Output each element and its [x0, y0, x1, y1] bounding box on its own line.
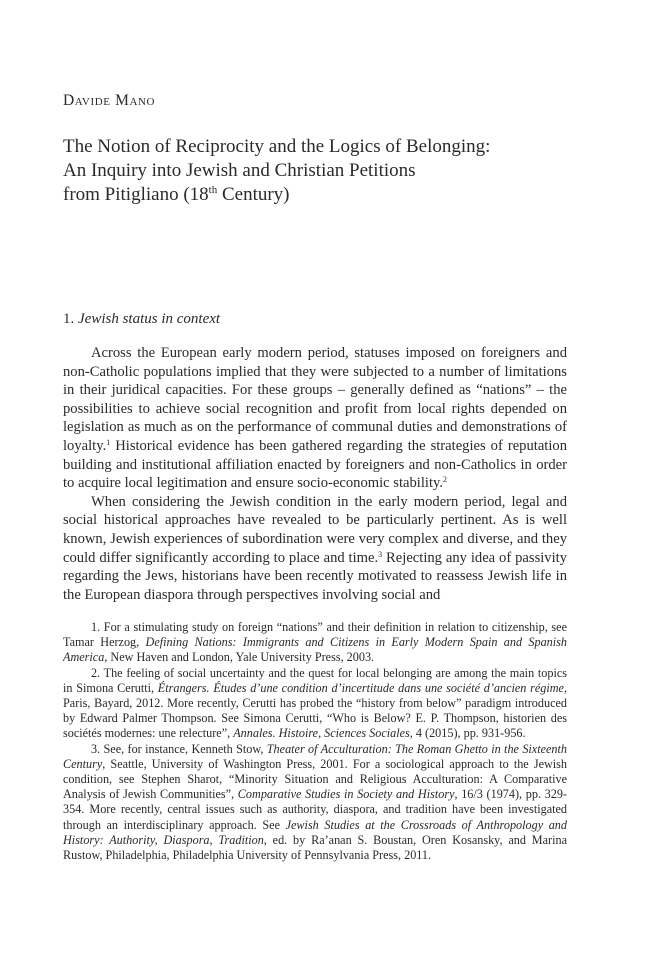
footnote [63, 620, 567, 666]
title-line-3-start: from Pitigliano (18 [63, 184, 209, 205]
section-title: Jewish status in context [78, 311, 221, 327]
italic-title: Étrangers. Études d’une condition d’incertitude dans une société d’ancien régime [157, 680, 564, 695]
text-run: , Paris, Bayard, 2012. More recently, Cerutti has probed the “history from below” paradigm introduced by Edward Palmer Thompson. See Simona Cerutti, “Who is Below? E. P. Thompson, historien des sociétés modernes: une relecture”, [63, 680, 567, 741]
article-title [63, 135, 490, 207]
italic-title: Theater of Acculturation: The Roman Ghetto in the Sixteenth Century [63, 741, 567, 771]
title-line-3-end: Century) [217, 184, 290, 205]
text-run: , ed. by Ra’anan S. Boustan, Oren Kosansky, and Marina Rustow, Philadelphia, Philadelphia University of Pennsylvania Press, 2011. [63, 832, 567, 863]
text-run: , Seattle, University of Washington Press, 2001. For a sociological approach to the Jewish condition, see Stephen Sharot, “Minority Situation and Religious Acculturation: A Comparative Analysis of Jewish Communities”, [63, 756, 567, 802]
italic-title: Comparative Studies in Society and History [237, 787, 455, 802]
italic-title: Annales. Histoire, Sciences Sociales [233, 726, 410, 741]
body-paragraph [63, 493, 567, 605]
text-run: 3. See, for instance, Kenneth Stow, [91, 741, 267, 756]
text-run: 1. For a stimulating study on foreign “nations” and their definition in relation to citizenship, see Tamar Herzog, [63, 620, 567, 650]
footnote-reference: 2 [443, 475, 447, 485]
footnote [63, 666, 567, 742]
italic-title: Defining Nations: Immigrants and Citizens in Early Modern Spain and Spanish America [63, 635, 567, 665]
text-run: 2. The feeling of social uncertainty and the quest for local belonging are among the main topics in Simona Cerutti, [63, 665, 567, 695]
author-name: Davide Mano [63, 92, 156, 109]
text-run: , 4 (2015), pp. 931-956. [409, 726, 526, 741]
body-paragraph [63, 344, 567, 493]
title-superscript: th [208, 184, 218, 196]
section-heading [63, 311, 220, 328]
article-page [63, 0, 567, 964]
text-run: Historical evidence has been gathered regarding the strategies of reputation building and institutional affiliation enacted by foreigners and non-Catholics in order to acquire local legitimation and ensure socio-economic stability. [63, 437, 567, 492]
italic-title: Jewish Studies at the Crossroads of Anthropology and History: Authority, Diaspora, Tradition [63, 817, 567, 847]
section-number: 1. [63, 311, 78, 327]
footnote-reference: 1 [106, 437, 111, 447]
title-line-1: The Notion of Reciprocity and the Logics of Belonging: [63, 136, 491, 157]
title-line-3 [63, 183, 490, 207]
text-run: , 16/3 (1974), pp. 329-354. More recently, central issues such as authority, diaspora, and tradition have been investigated through an interdisciplinary approach. See [63, 787, 568, 832]
footnotes [63, 620, 567, 863]
footnote [63, 742, 567, 864]
text-run: When considering the Jewish condition in the early modern period, legal and social historical approaches have revealed to be particularly pertinent. As is well known, Jewish experiences of subordination were very complex and diverse, and they could differ significantly according to place and time. [63, 493, 567, 566]
text-run: , New Haven and London, Yale University Press, 2003. [104, 650, 375, 665]
footnote-reference: 3 [378, 549, 383, 559]
text-run: Rejecting any idea of passivity regarding the Jews, historians have been recently motivated to reassess Jewish life in the European diaspora through perspectives involving social and [63, 549, 568, 603]
body-text [63, 344, 567, 604]
title-line-2: An Inquiry into Jewish and Christian Petitions [63, 160, 416, 181]
text-run: Across the European early modern period, statuses imposed on foreigners and non-Catholic populations implied that they were subjected to a number of limitations in their juridical capacities. For these groups – generally defined as “nations” – the possibilities to achieve social recognition and profit from local rights depended on legislation as much as on the performance of communal duties and demonstrations of loyalty. [63, 345, 567, 454]
